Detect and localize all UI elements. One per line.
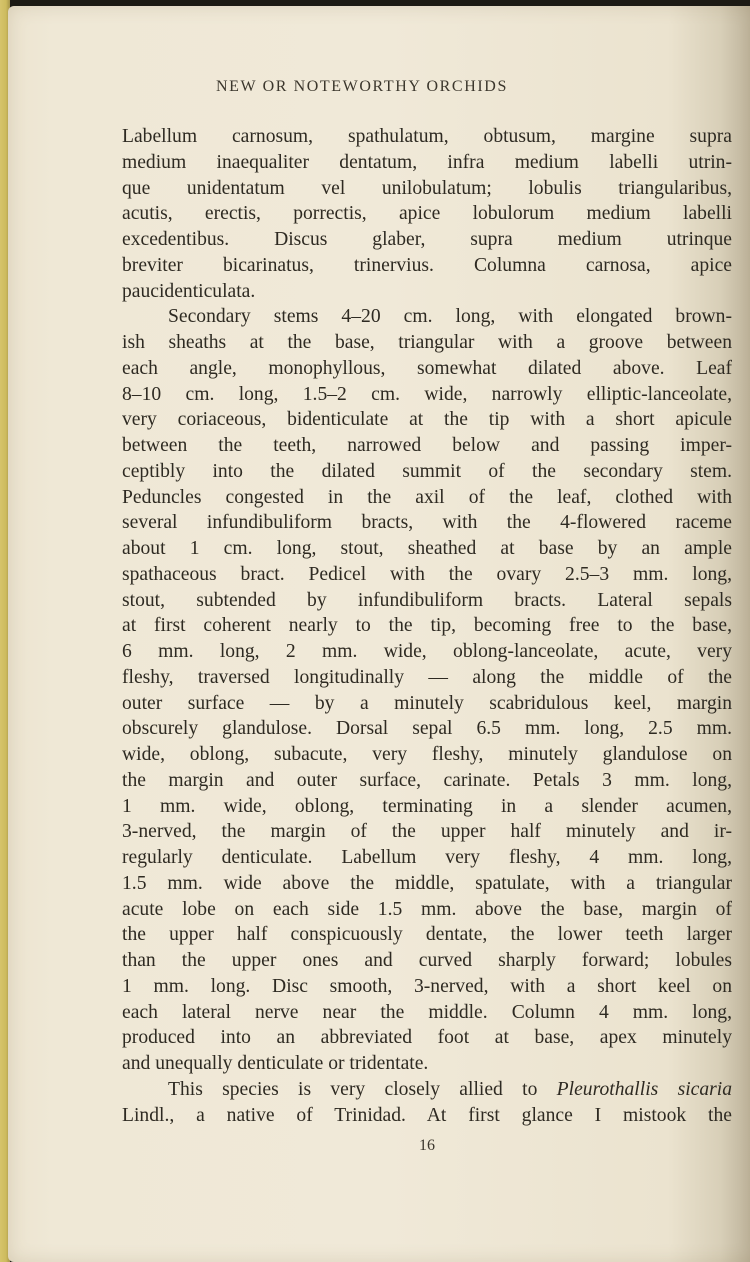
species-name: Pleurothallis sicaria [556, 1078, 732, 1100]
text-line: about 1 cm. long, stout, sheathed at base by an ample [122, 538, 732, 559]
text-line: Secondary stems 4–20 cm. long, with elongated brown- [168, 306, 732, 328]
text-line: 6 mm. long, 2 mm. wide, oblong-lanceolate, acute, very [122, 641, 732, 662]
text-line: paucidenticulata. [122, 280, 256, 302]
text-line: ceptibly into the dilated summit of the secondary stem. [122, 460, 732, 482]
text-line: Labellum carnosum, spathulatum, obtusum, margine supra [122, 126, 732, 147]
text-line: several infundibuliform bracts, with the 4-flowered raceme [122, 512, 732, 534]
text-line: spathaceous bract. Pedicel with the ovary 2.5–3 mm. long, [122, 563, 732, 585]
text-line: each angle, monophyllous, somewhat dilated above. Leaf [122, 357, 732, 379]
text-line: the margin and outer surface, carinate. Petals 3 mm. long, [122, 769, 732, 791]
text-line: each lateral nerve near the middle. Column 4 mm. long, [122, 1001, 732, 1023]
text-line: Lindl., a native of Trinidad. At first glance I mistook the [122, 1104, 732, 1126]
text-line: acute lobe on each side 1.5 mm. above the base, margin of [122, 898, 732, 920]
text-line: 8–10 cm. long, 1.5–2 cm. wide, narrowly elliptic-lanceolate, [122, 383, 732, 405]
text-line: regularly denticulate. Labellum very fleshy, 4 mm. long, [122, 847, 732, 868]
body-text [122, 124, 732, 1128]
text-line: fleshy, traversed longitudinally — along the middle of the [122, 666, 732, 688]
text-line: medium inaequaliter dentatum, infra medium labelli utrin- [122, 151, 732, 173]
text-line: 1 mm. long. Disc smooth, 3-nerved, with a short keel on [122, 975, 732, 997]
text-line: wide, oblong, subacute, very fleshy, minutely glandulose on [122, 744, 732, 765]
text-line: at first coherent nearly to the tip, becoming free to the base, [122, 615, 732, 637]
text-line: acutis, erectis, porrectis, apice lobulorum medium labelli [122, 203, 732, 225]
text-line: Peduncles congested in the axil of the leaf, clothed with [122, 486, 732, 508]
text-line: 1.5 mm. wide above the middle, spatulate, with a triangular [122, 872, 732, 894]
text-line: and unequally denticulate or tridentate. [122, 1053, 429, 1074]
text-line: 1 mm. wide, oblong, terminating in a slender acumen, [122, 795, 732, 817]
text-line: obscurely glandulose. Dorsal sepal 6.5 mm. long, 2.5 mm. [122, 718, 732, 740]
text-line: excedentibus. Discus glaber, supra medium utrinque [122, 229, 732, 250]
text-line: breviter bicarinatus, trinervius. Columna carnosa, apice [122, 254, 732, 276]
text-line: ish sheaths at the base, triangular with a groove between [122, 332, 732, 353]
text-line: 3-nerved, the margin of the upper half minutely and ir- [122, 821, 732, 843]
text-line: outer surface — by a minutely scabridulous keel, margin [122, 692, 732, 714]
text-line: between the teeth, narrowed below and passing imper- [122, 435, 732, 456]
text-line: than the upper ones and curved sharply forward; lobules [122, 950, 732, 971]
text-line: very coriaceous, bidenticulate at the tip with a short apicule [122, 409, 732, 431]
text-line: stout, subtended by infundibuliform bracts. Lateral sepals [122, 589, 732, 611]
text-line: que unidentatum vel unilobulatum; lobulis triangularibus, [122, 177, 732, 199]
text-line: the upper half conspicuously dentate, the lower teeth larger [122, 924, 732, 946]
text-line: produced into an abbreviated foot at base, apex minutely [122, 1027, 732, 1049]
running-head: NEW OR NOTEWORTHY ORCHIDS [216, 78, 508, 95]
page-number: 16 [419, 1137, 435, 1154]
text-line [122, 1077, 732, 1103]
text-run: This species is very closely allied to [168, 1078, 557, 1100]
